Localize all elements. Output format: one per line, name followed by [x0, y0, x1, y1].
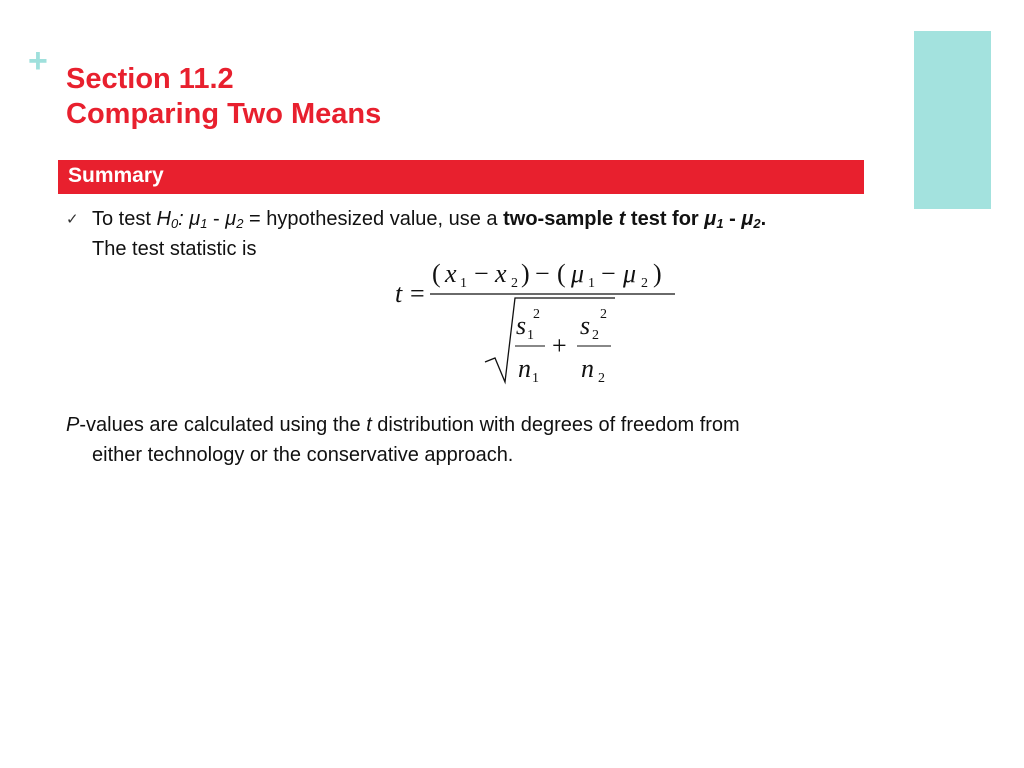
t-statistic-formula — [385, 252, 695, 392]
h0-letter: H — [156, 208, 171, 230]
formula-svg — [385, 252, 695, 392]
checkmark-icon: ✓ — [66, 211, 79, 228]
summary-label: Summary — [68, 164, 164, 187]
formula-s1-exp: 2 — [533, 307, 540, 322]
italic-t: t — [366, 414, 372, 436]
formula-minus: − — [601, 259, 616, 288]
subscript-1: 1 — [716, 216, 724, 231]
decorative-teal-block — [914, 31, 991, 209]
slide-title — [66, 62, 381, 132]
formula-minus: − — [535, 259, 550, 288]
minus-separator: - — [207, 208, 226, 230]
paragraph-line-2: either technology or the conservative approach. — [92, 444, 514, 466]
bold-italic-t: t — [618, 208, 626, 230]
formula-mu2: μ — [623, 259, 637, 288]
formula-lparen: ( — [432, 259, 441, 288]
formula-s1: s — [516, 311, 527, 340]
bullet-line-2: The test statistic is — [92, 238, 257, 260]
formula-x1: x — [445, 259, 457, 288]
formula-equals: = — [410, 279, 425, 308]
formula-s2-sub: 2 — [592, 328, 599, 343]
formula-n1-sub: 1 — [532, 371, 539, 386]
bold-text: two-sample — [503, 208, 619, 230]
minus-separator: - — [723, 208, 742, 230]
formula-rparen: ) — [653, 259, 662, 288]
formula-t: t — [395, 279, 403, 308]
subscript-2: 2 — [236, 216, 244, 231]
italic-p: P — [66, 414, 80, 436]
formula-plus: + — [552, 331, 567, 360]
paragraph-line-1 — [66, 410, 946, 440]
summary-banner — [58, 160, 864, 194]
subscript-2: 2 — [753, 216, 761, 231]
formula-mu1-sub: 1 — [588, 276, 595, 291]
paragraph-text: distribution with degrees of freedom from — [371, 414, 740, 436]
paragraph-text: -values are calculated using the — [79, 414, 367, 436]
formula-x2: x — [495, 259, 507, 288]
bullet-line-1 — [92, 204, 766, 234]
mu-symbol: μ — [704, 208, 717, 230]
bullet-text: To test — [92, 208, 157, 230]
title-topic: Comparing Two Means — [66, 98, 382, 130]
formula-n2-sub: 2 — [598, 371, 605, 386]
bold-text: test for — [625, 208, 705, 230]
plus-icon: + — [28, 42, 48, 80]
formula-x2-sub: 2 — [511, 276, 518, 291]
mu-symbol: μ — [741, 208, 754, 230]
formula-minus: − — [474, 259, 489, 288]
bullet-text: = hypothesized value, use a — [243, 208, 504, 230]
formula-rparen: ) — [521, 259, 530, 288]
formula-mu1: μ — [571, 259, 585, 288]
title-section-number: Section 11.2 — [66, 63, 234, 95]
colon: : — [178, 208, 184, 230]
period: . — [760, 208, 767, 230]
formula-n2: n — [581, 354, 594, 383]
subscript-1: 1 — [200, 216, 208, 231]
p-values-paragraph — [66, 410, 946, 470]
mu-symbol: μ — [225, 208, 237, 230]
formula-mu2-sub: 2 — [641, 276, 648, 291]
formula-lparen: ( — [557, 259, 566, 288]
formula-s2: s — [580, 311, 591, 340]
formula-s1-sub: 1 — [527, 328, 534, 343]
formula-n1: n — [518, 354, 531, 383]
formula-x1-sub: 1 — [460, 276, 467, 291]
h0-subscript: 0 — [170, 216, 179, 231]
formula-s2-exp: 2 — [600, 307, 607, 322]
mu-symbol: μ — [189, 208, 201, 230]
